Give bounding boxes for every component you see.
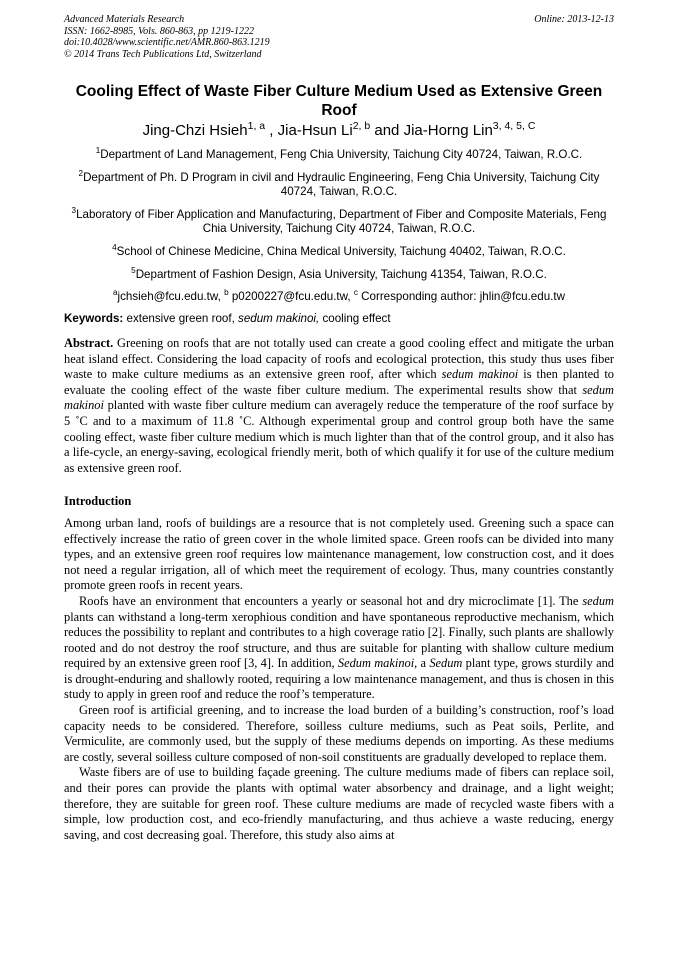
email-c[interactable]: Corresponding author: jhlin@fcu.edu.tw — [361, 290, 565, 304]
paper-title: Cooling Effect of Waste Fiber Culture Medium Used as Extensive Green Roof — [75, 83, 603, 119]
author-affil-sup: 1, a — [247, 120, 266, 132]
intro-text: plants can withstand a long-term xerophious condition and have spontaneous reproductive mechanism, which reduces the possibility to replant and contributes to a high coverage ratio [2]. Finally, such plants are shallowly rooted and do not destroy the roof structure, and thus are suitable for planting with shallow culture medium required by an extensive green roof [3, 4]. In addition, — [64, 609, 614, 671]
affil-sup: 2 — [78, 168, 84, 178]
author-name: Jing-Chzi Hsieh — [142, 122, 248, 139]
affiliation — [64, 205, 614, 237]
author-affil-sup: 2, b — [352, 120, 371, 132]
intro-text: Roofs have an environment that encounters a yearly or seasonal hot and dry microclimate [1]. The — [79, 593, 579, 608]
email-a[interactable]: jchsieh@fcu.edu.tw, — [117, 290, 221, 304]
author-separator: and — [370, 122, 404, 139]
email-line — [64, 290, 614, 305]
author-separator: , — [265, 122, 278, 139]
keywords-line — [64, 312, 614, 325]
affil-text: Department of Fashion Design, Asia University, Taichung 41354, Taiwan, R.O.C. — [135, 267, 547, 281]
intro-text: a — [420, 656, 427, 671]
author-name: Jia-Horng Lin — [403, 122, 493, 139]
online-date: Online: 2013-12-13 — [534, 14, 614, 25]
intro-italic: sedum — [582, 593, 614, 608]
paper-body — [64, 336, 614, 843]
intro-text: plant type, grows sturdily and is drought-enduring and shallowly rooted, requiring a low maintenance management, and thus is chosen in this study to apply in green roof and reduce the roof’s temperature. — [64, 656, 614, 702]
abstract-text: is then planted to evaluate the cooling effect of the waste fiber culture medium. The experimental results show that — [64, 367, 614, 397]
affil-sup: 1 — [95, 146, 101, 156]
abstract-italic: sedum makinoi — [441, 367, 519, 382]
doi-line: doi:10.4028/www.scientific.net/AMR.860-863.1219 — [64, 37, 270, 48]
section-heading-introduction: Introduction — [64, 494, 132, 509]
author-name: Jia-Hsun Li — [277, 122, 353, 139]
affiliation — [64, 265, 614, 283]
intro-paragraph: Waste fibers are of use to building façade greening. The culture mediums made of fibers can replace soil, and their pores can provide the plants with optimal water absorbency and drainage, and a light weight; therefore, they are suitable for green roof. These culture mediums are made of recycled waste fibers with a simple, low production cost, and eco-friendly manufacturing, and thus achieve a waste reducing, energy saving, and cost decreasing goal. Therefore, this study also aims at — [64, 765, 614, 842]
intro-italic: Sedum — [429, 656, 463, 671]
intro-paragraph: Among urban land, roofs of buildings are a resource that is not completely used. Greening such a space can effectively increase the ratio of green cover in the whole limited space. Green roofs can be divided into many types, and an extensive green roof requires low maintenance management, low construction cost, and it does not need a regular irrigation, all of which meet the requirement of ecology. Thus, many countries constantly promote green roofs in recent years. — [64, 515, 614, 593]
copyright-line: © 2014 Trans Tech Publications Ltd, Switzerland — [64, 48, 262, 60]
keywords-label: Keywords: — [64, 312, 124, 325]
journal-name: Advanced Materials Research — [64, 14, 185, 25]
email-sup: c — [353, 288, 358, 298]
author-affil-sup: 3, 4, 5, C — [492, 120, 536, 132]
keyword: extensive green roof, — [126, 312, 235, 325]
email-sup: a — [113, 288, 118, 298]
affiliation — [64, 148, 614, 163]
affil-text: Department of Ph. D Program in civil and Hydraulic Engineering, Feng Chia University, Taichung City 40724, Taiwan, R.O.C. — [83, 170, 600, 199]
email-b[interactable]: p0200227@fcu.edu.tw, — [231, 290, 351, 304]
intro-italic: Sedum makinoi, — [337, 656, 418, 671]
affil-sup: 3 — [71, 205, 77, 215]
abstract-text: planted with waste fiber culture medium can averagely reduce the temperature of the roof surface by 5 ˚C and to a maximum of 11.8 ˚C. Although experimental group and control group both have the same cooling effect, waste fiber culture medium which is much lighter than that of the control group, and it also has a life-cycle, an energy-saving, ecological friendly merit, both of which qualify it for use of the culture medium as extensive green roof. — [64, 398, 615, 475]
affil-sup: 4 — [112, 243, 117, 253]
keyword-italic: sedum makinoi, — [238, 312, 320, 325]
abstract-italic: sedum makinoi — [64, 382, 614, 413]
affil-text: Laboratory of Fiber Application and Manufacturing, Department of Fiber and Composite Materials, Feng Chia University, Taichung City 40724, Taiwan, R.O.C. — [76, 207, 607, 236]
affil-sup: 5 — [131, 265, 136, 275]
issn-line: ISSN: 1662-8985, Vols. 860-863, pp 1219-1222 — [64, 25, 254, 37]
affil-text: Department of Land Management, Feng Chia University, Taichung City 40724, Taiwan, R.O.C. — [100, 148, 583, 161]
keyword: cooling effect — [322, 312, 391, 325]
intro-paragraph — [64, 594, 614, 703]
affiliation — [64, 168, 614, 200]
abstract-label: Abstract. — [64, 336, 114, 350]
intro-paragraph: Green roof is artificial greening, and to increase the load burden of a building’s construction, roof’s load capacity needs to be considered. Therefore, soilless culture mediums, such as Peat soils, Perlite, and Vermiculite, are commonly used, but the supply of these mediums depends on importing. As these mediums are costly, several soilless culture composed of non-soil constituents are gradually developed to replace them. — [64, 703, 614, 764]
abstract-text: Greening on roofs that are not totally used can create a good cooling effect and mitigate the urban heat island effect. Considering the load capacity of roofs and ecological protection, this study thus uses fiber waste to make culture mediums as an extensive green roof, after which — [64, 336, 614, 382]
email-sup: b — [224, 288, 229, 298]
journal-header — [64, 14, 614, 60]
affil-text: School of Chinese Medicine, China Medical University, Taichung 40402, Taiwan, R.O.C. — [116, 244, 566, 258]
affiliation-list — [64, 148, 614, 313]
author-list — [64, 122, 614, 140]
abstract-paragraph — [64, 336, 614, 476]
affiliation — [64, 245, 614, 260]
